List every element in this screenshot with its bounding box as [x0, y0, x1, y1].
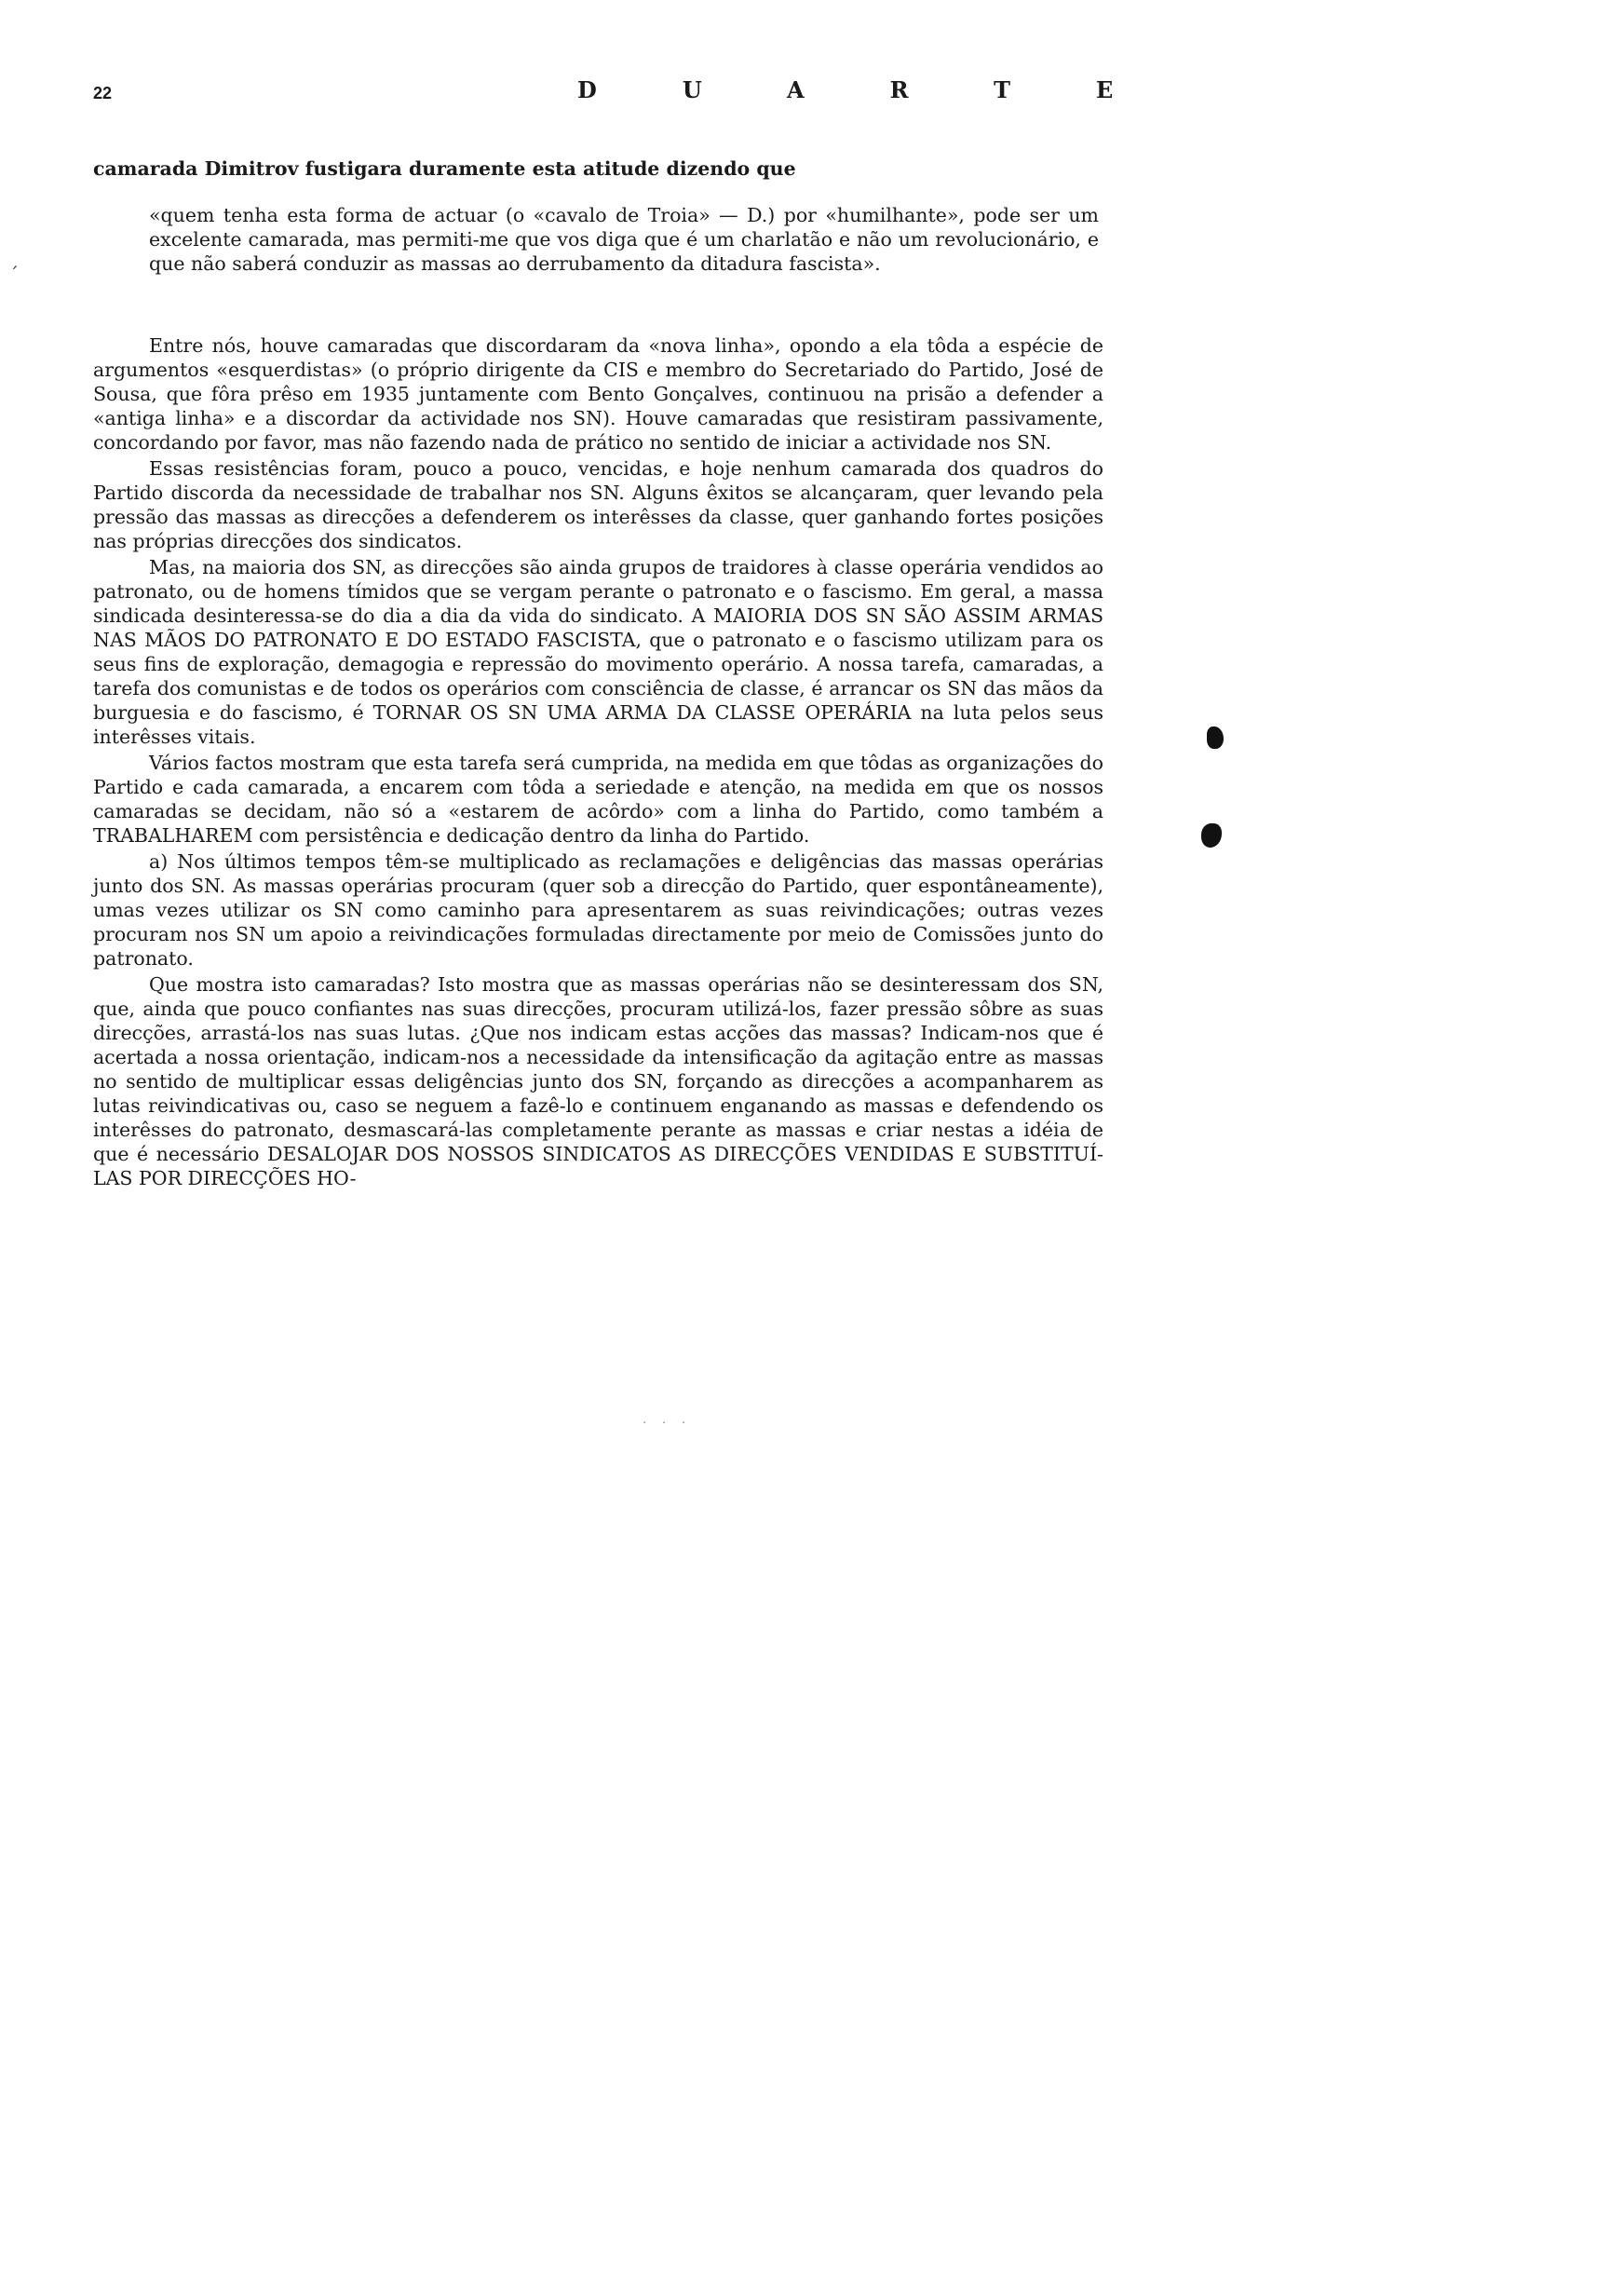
stray-mark: ´	[9, 263, 19, 285]
paragraph: Vários factos mostram que esta tarefa será cumprida, na medida em que tôdas as organizações do Partido e cada camarada, a encarem com tôda a seriedade e atenção, na medida em que os nossos camaradas se decidam, não só a «estarem de acôrdo» com a linha do Partido, como também a TRABALHAREM com persistência e dedicação dentro da linha do Partido.	[93, 752, 1103, 847]
scan-specks: · · ·	[643, 1416, 692, 1431]
paragraph: Que mostra isto camaradas? Isto mostra que as massas operárias não se desinteressam dos SN, que, ainda que pouco confiantes nas suas direcções, procuram utilizá-los, fazer pressão sôbre as suas direcções, arrastá-los nas suas lutas. ¿Que nos indicam estas acções das massas? Indicam-nos que é acertada a nossa orientação, indicam-nos a necessidade da intensificação da agitação entre as massas no sentido de multiplicar essas deligências junto dos SN, forçando as direcções a acompanharem as lutas reivindicativas ou, caso se neguem a fazê-lo e continuem enganando as massas e defendendo os interêsses do patronato, desmascará-las completamente perante as massas e criar nestas a idéia de que é necessário DESALOJAR DOS NOSSOS SINDICATOS AS DIRECÇÕES VENDIDAS E SUBSTITUÍ-LAS POR DIRECÇÕES HO-	[93, 973, 1103, 1189]
paragraph: Entre nós, houve camaradas que discordaram da «nova linha», opondo a ela tôda a espécie de argumentos «esquerdistas» (o próprio dirigente da CIS e membro do Secretariado do Partido, José de Sousa, que fôra prêso em 1935 juntamente com Bento Gonçalves, continuou na prisão a defender a «antiga linha» e a discordar da actividade nos SN). Houve camaradas que resistiram passivamente, concordando por favor, mas não fazendo nada de prático no sentido de iniciar a actividade nos SN.	[93, 334, 1103, 454]
block-quote: «quem tenha esta forma de actuar (o «cavalo de Troia» — D.) por «humilhante», pode ser um excelente camarada, mas permiti-me que vos diga que é um charlatão e não um revolucionário, e que não saberá conduzir as massas ao derrubamento da ditadura fascista».	[149, 204, 1099, 275]
page-number: 22	[93, 84, 113, 102]
lead-line: camarada Dimitrov fustigara duramente esta atitude dizendo que	[93, 157, 796, 180]
ink-blot-mark	[1201, 823, 1222, 848]
page-header	[93, 76, 1199, 114]
paragraph: Essas resistências foram, pouco a pouco, vencidas, e hoje nenhum camarada dos quadros do Partido discorda da necessidade de trabalhar nos SN. Alguns êxitos se alcançaram, quer levando pela pressão das massas as direcções a defenderem os interêsses da classe, quer ganhando fortes posições nas próprias direcções dos sindicatos.	[93, 457, 1103, 552]
body-text	[93, 333, 1103, 1192]
paragraph: a) Nos últimos tempos têm-se multiplicado as reclamações e deligências das massas operárias junto dos SN. As massas operárias procuram (quer sob a direcção do Partido, quer espontâneamente), umas vezes utilizar os SN como caminho para apresentarem as suas reivindicações; outras vezes procuram nos SN um apoio a reivindicações formuladas directamente por meio de Comissões junto do patronato.	[93, 850, 1103, 970]
paragraph: Mas, na maioria dos SN, as direcções são ainda grupos de traidores à classe operária vendidos ao patronato, ou de homens tímidos que se vergam perante o patronato e o fascismo. Em geral, a massa sindicada desinteressa-se do dia a dia da vida do sindicato. A MAIORIA DOS SN SÃO ASSIM ARMAS NAS MÃOS DO PATRONATO E DO ESTADO FASCISTA, que o patronato e o fascismo utilizam para os seus fins de exploração, demagogia e repressão do movimento operário. A nossa tarefa, camaradas, a tarefa dos comunistas e de todos os operários com consciência de classe, é arrancar os SN das mãos da burguesia e do fascismo, é TORNAR OS SN UMA ARMA DA CLASSE OPERÁRIA na luta pelos seus interêsses vitais.	[93, 556, 1103, 748]
running-title: DUARTE	[577, 76, 1199, 103]
ink-blot-mark	[1207, 727, 1224, 749]
